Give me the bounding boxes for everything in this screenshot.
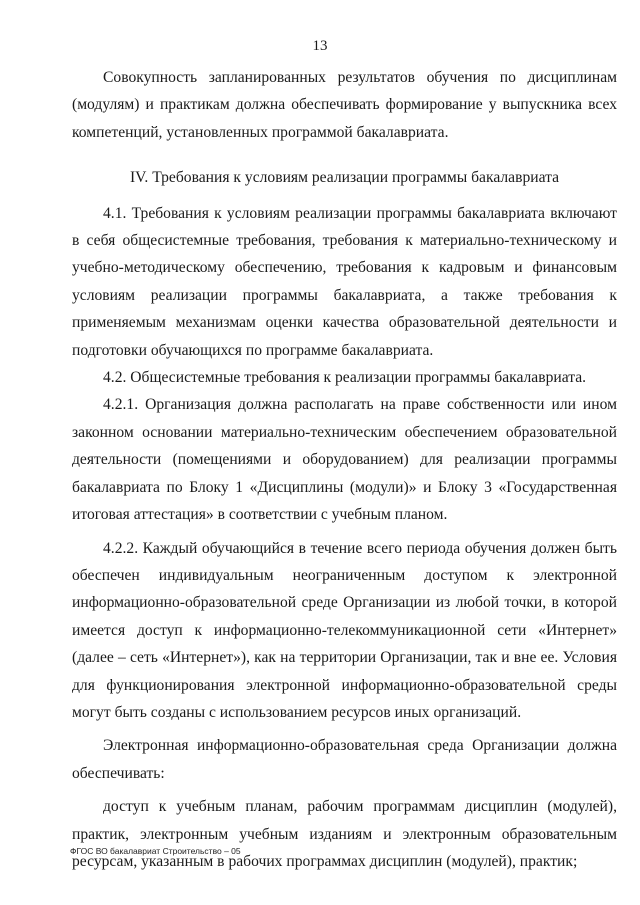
paragraph-competencies: Совокупность запланированных результатов обучения по дисциплинам (модулям) и практикам должна обеспечивать формирование у выпускника всех компетенций, установленных программой бакалавриата.: [72, 69, 617, 141]
paragraph-access: доступ к учебным планам, рабочим программам дисциплин (модулей), практик, электронным учебным изданиям и электронным образовательным ресурсам, указанным в рабочих программах дисциплин (модулей), практик;: [72, 798, 617, 870]
page-number: 13: [312, 38, 328, 54]
paragraph-4-2-2: 4.2.2. Каждый обучающийся в течение всего периода обучения должен быть обеспечен индивидуальным неограниченным доступом к электронной информационно-образовательной среде Организации из любой точки, в которой имеется доступ к информационно-телекоммуникационной сети «Интернет» (далее – сеть «Интернет»), как на территории Организации, так и вне ее. Условия для функционирования электронной информационно-образовательной среды могут быть созданы с использованием ресурсов иных организаций.: [72, 539, 617, 721]
document-body: [72, 64, 617, 875]
paragraph-4-1: 4.1. Требования к условиям реализации программы бакалавриата включают в себя общесистемные требования, требования к материально-техническому и учебно-методическому обеспечению, требования к кадровым и финансовым условиям реализации программы бакалавриата, а также требования к применяемым механизмам оценки качества образовательной деятельности и подготовки обучающихся по программе бакалавриата.: [72, 204, 617, 359]
paragraph-electronic-environment: Электронная информационно-образовательная среда Организации должна обеспечивать:: [72, 737, 617, 782]
paragraph-4-2: 4.2. Общесистемные требования к реализации программы бакалавриата.: [103, 369, 587, 387]
page-footer: ФГОС ВО бакалавриат Строительство – 05: [70, 846, 241, 856]
section-heading: IV. Требования к условиям реализации программы бакалавриата: [129, 169, 560, 187]
paragraph-4-2-1: 4.2.1. Организация должна располагать на праве собственности или ином законном основании материально-техническим обеспечением образовательной деятельности (помещениями и оборудованием) для реализации программы бакалавриата по Блоку 1 «Дисциплины (модули)» и Блоку 3 «Государственная итоговая аттестация» в соответствии с учебным планом.: [72, 396, 617, 524]
